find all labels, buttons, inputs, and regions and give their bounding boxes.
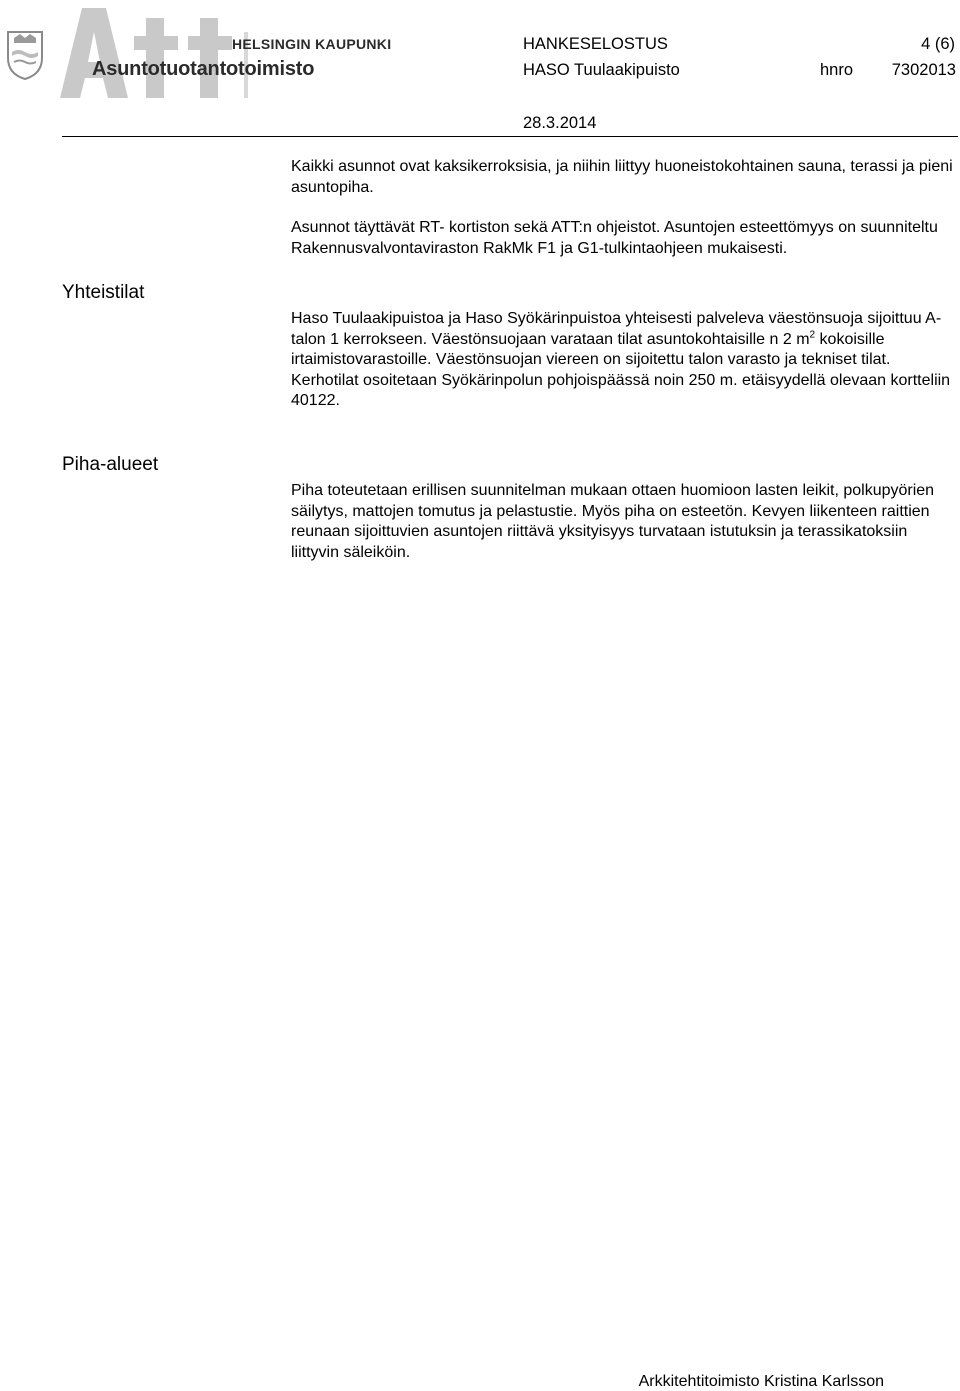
shared-spaces-text-2: kokoisille irtaimistovarastoille. Väestönsuojan viereen on sijoitettu talon varasto ja tekniset tilat. Kerhotilat osoitetaan Syökärinpolun pohjoispäässä noin 250 m. etäisyydellä olevaan kortteliin 40122.: [291, 330, 951, 409]
att-emblem-icon: [58, 4, 368, 100]
document-date: 28.3.2014: [523, 114, 597, 132]
paragraph-yard-areas: Piha toteutetaan erillisen suunnitelman mukaan ottaen huomioon lasten leikit, polkupyörien säilytys, mattojen tomutus ja pelastustie. Myös piha on esteetön. Kevyen liikenteen raittien reunaan sijoittuvien asuntojen riittävä yksityisyys turvataan istutuksin ja terassikatoksiin liittyvin säleiköin.: [291, 482, 935, 561]
shared-spaces-text-1: Haso Tuulaakipuistoa ja Haso Syökärinpuistoa yhteisesti palveleva väestönsuoja sijoittuu A-talon 1 kerrokseen. Väestönsuojaan varataan tilat asuntokohtaisille n 2 m: [291, 310, 942, 348]
helsinki-crest-icon: [6, 30, 44, 80]
footer-author: Arkkitehtitoimisto Kristina Karlsson: [638, 1373, 884, 1390]
hnro-value: 7302013: [891, 61, 956, 79]
header-divider: [62, 136, 958, 137]
paragraph-dwellings: Kaikki asunnot ovat kaksikerroksisia, ja niihin liittyy huoneistokohtainen sauna, terassi ja pieni asuntopiha.: [291, 158, 953, 196]
paragraph-compliance: Asunnot täyttävät RT- kortiston sekä ATT:n ohjeistot. Asuntojen esteettömyys on suunniteltu Rakennusvalvontaviraston RakMk F1 ja G1-tulkintaohjeen mukaisesti.: [291, 219, 938, 257]
hnro-label: hnro: [820, 61, 854, 79]
section-heading-piha-alueet: Piha-alueet: [62, 454, 159, 475]
logo-city-name: HELSINGIN KAUPUNKI: [232, 36, 392, 52]
superscript-2: 2: [809, 329, 816, 341]
page-number: 4 (6): [921, 35, 955, 53]
logo-office-name: Asuntotuotantotoimisto: [92, 58, 315, 80]
paragraph-shared-spaces: [291, 309, 956, 412]
section-heading-yhteistilat: Yhteistilat: [62, 282, 145, 303]
document-type: HANKESELOSTUS: [523, 35, 668, 53]
project-name: HASO Tuulaakipuisto: [523, 61, 680, 79]
